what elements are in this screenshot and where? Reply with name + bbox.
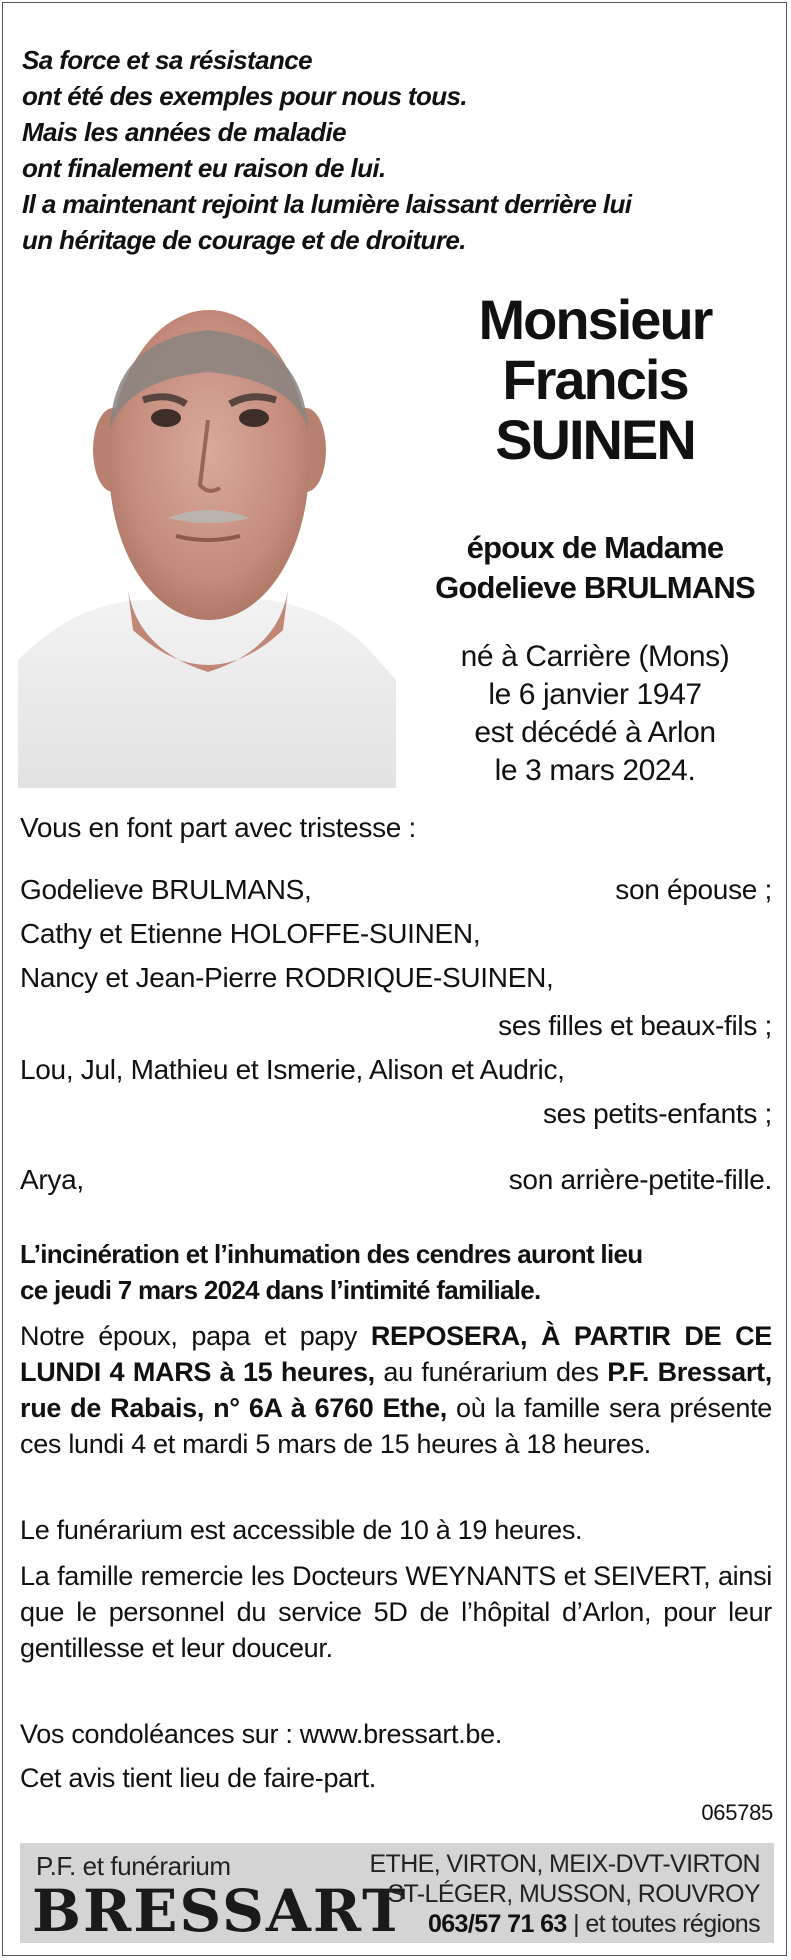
notice-text: Cet avis tient lieu de faire-part.: [20, 1763, 376, 1793]
ceremony-info: [20, 1236, 772, 1308]
spouse-info: [410, 528, 780, 608]
family-name: Nancy et Jean-Pierre RODRIQUE-SUINEN,: [20, 962, 554, 993]
family-name: Lou, Jul, Mathieu et Ismerie, Alison et Audric,: [20, 1054, 565, 1085]
birth-line: est décédé à Arlon: [474, 716, 716, 749]
rest-text: où la famille sera présente ces lundi 4 et mardi 5 mars de 15 heures à 18 heures.: [20, 1393, 772, 1459]
contact-line: [340, 1909, 760, 1939]
birth-line: le 6 janvier 1947: [488, 678, 702, 711]
birth-death-info: [410, 638, 780, 790]
portrait-photo: [18, 300, 396, 788]
poem: [22, 42, 772, 258]
spouse-line: époux de Madame: [466, 530, 724, 565]
ceremony-line: L’incinération et l’inhumation des cendres auront lieu: [20, 1239, 643, 1269]
first-name: Francis: [502, 348, 688, 411]
family-role: ses petits-enfants ;: [542, 1098, 772, 1129]
rest-info: [20, 1318, 772, 1462]
family-role: ses filles et beaux-fils ;: [498, 1010, 772, 1041]
spouse-line: Godelieve BRULMANS: [435, 570, 755, 605]
family-name: Godelieve BRULMANS,: [20, 874, 312, 905]
family-row: [20, 874, 772, 914]
family-role: son épouse ;: [615, 874, 772, 905]
family-row: [20, 962, 772, 1002]
family-row: [20, 1054, 772, 1094]
funerarium-hours: Le funérarium est accessible de 10 à 19 heures.: [20, 1515, 583, 1545]
family-row: [20, 1010, 772, 1050]
birth-line: né à Carrière (Mons): [460, 640, 730, 673]
rest-text: au funérarium des: [374, 1357, 608, 1387]
poem-line: Mais les années de maladie: [22, 117, 347, 147]
separator: |: [573, 1910, 579, 1938]
locations-line: ST-LÉGER, MUSSON, ROUVROY: [387, 1880, 760, 1908]
condolences-text: Vos condoléances sur : www.bressart.be.: [20, 1719, 503, 1749]
birth-line: le 3 mars 2024.: [494, 754, 696, 787]
ceremony-line: ce jeudi 7 mars 2024 dans l’intimité familiale.: [20, 1275, 541, 1305]
regions-text: et toutes régions: [585, 1910, 760, 1938]
family-name: Cathy et Etienne HOLOFFE-SUINEN,: [20, 918, 481, 949]
poem-line: un héritage de courage et de droiture.: [22, 225, 466, 255]
funeral-home-locations: [340, 1849, 760, 1939]
phone-number: 063/57 71 63: [427, 1910, 567, 1938]
family-row: [20, 918, 772, 958]
family-row: [20, 1098, 772, 1138]
rest-text: Notre époux, papa et papy: [20, 1321, 371, 1351]
last-name: SUINEN: [495, 408, 695, 471]
funeral-home-banner: [20, 1843, 774, 1943]
rest-bold: REPOSERA, À PARTIR DE CE LUNDI 4 MARS à 15 heures,: [20, 1321, 772, 1387]
poem-line: ont finalement eu raison de lui.: [22, 153, 386, 183]
locations-line: ETHE, VIRTON, MEIX-DVT-VIRTON: [369, 1850, 760, 1878]
funeral-home-brand: BRESSART: [32, 1877, 408, 1945]
poem-line: Sa force et sa résistance: [22, 45, 312, 75]
rest-bold: P.F. Bressart, rue de Rabais, n° 6A à 6760 Ethe,: [20, 1357, 772, 1423]
name-title: Monsieur: [478, 288, 712, 351]
family-role: son arrière-petite-fille.: [508, 1164, 772, 1195]
family-row: [20, 1164, 772, 1204]
deceased-name: [410, 290, 780, 470]
thanks-text: La famille remercie les Docteurs WEYNANTS et SEIVERT, ainsi que le personnel du service 5D de l’hôpital d’Arlon, pour leur gentillesse et leur douceur.: [20, 1561, 772, 1663]
reference-number: 065785: [701, 1800, 773, 1825]
announcement: Vous en font part avec tristesse :: [20, 812, 417, 843]
funeral-home-label: P.F. et funérarium: [36, 1851, 231, 1881]
poem-line: ont été des exemples pour nous tous.: [22, 81, 468, 111]
family-name: Arya,: [20, 1164, 84, 1195]
poem-line: Il a maintenant rejoint la lumière laissant derrière lui: [22, 189, 632, 219]
